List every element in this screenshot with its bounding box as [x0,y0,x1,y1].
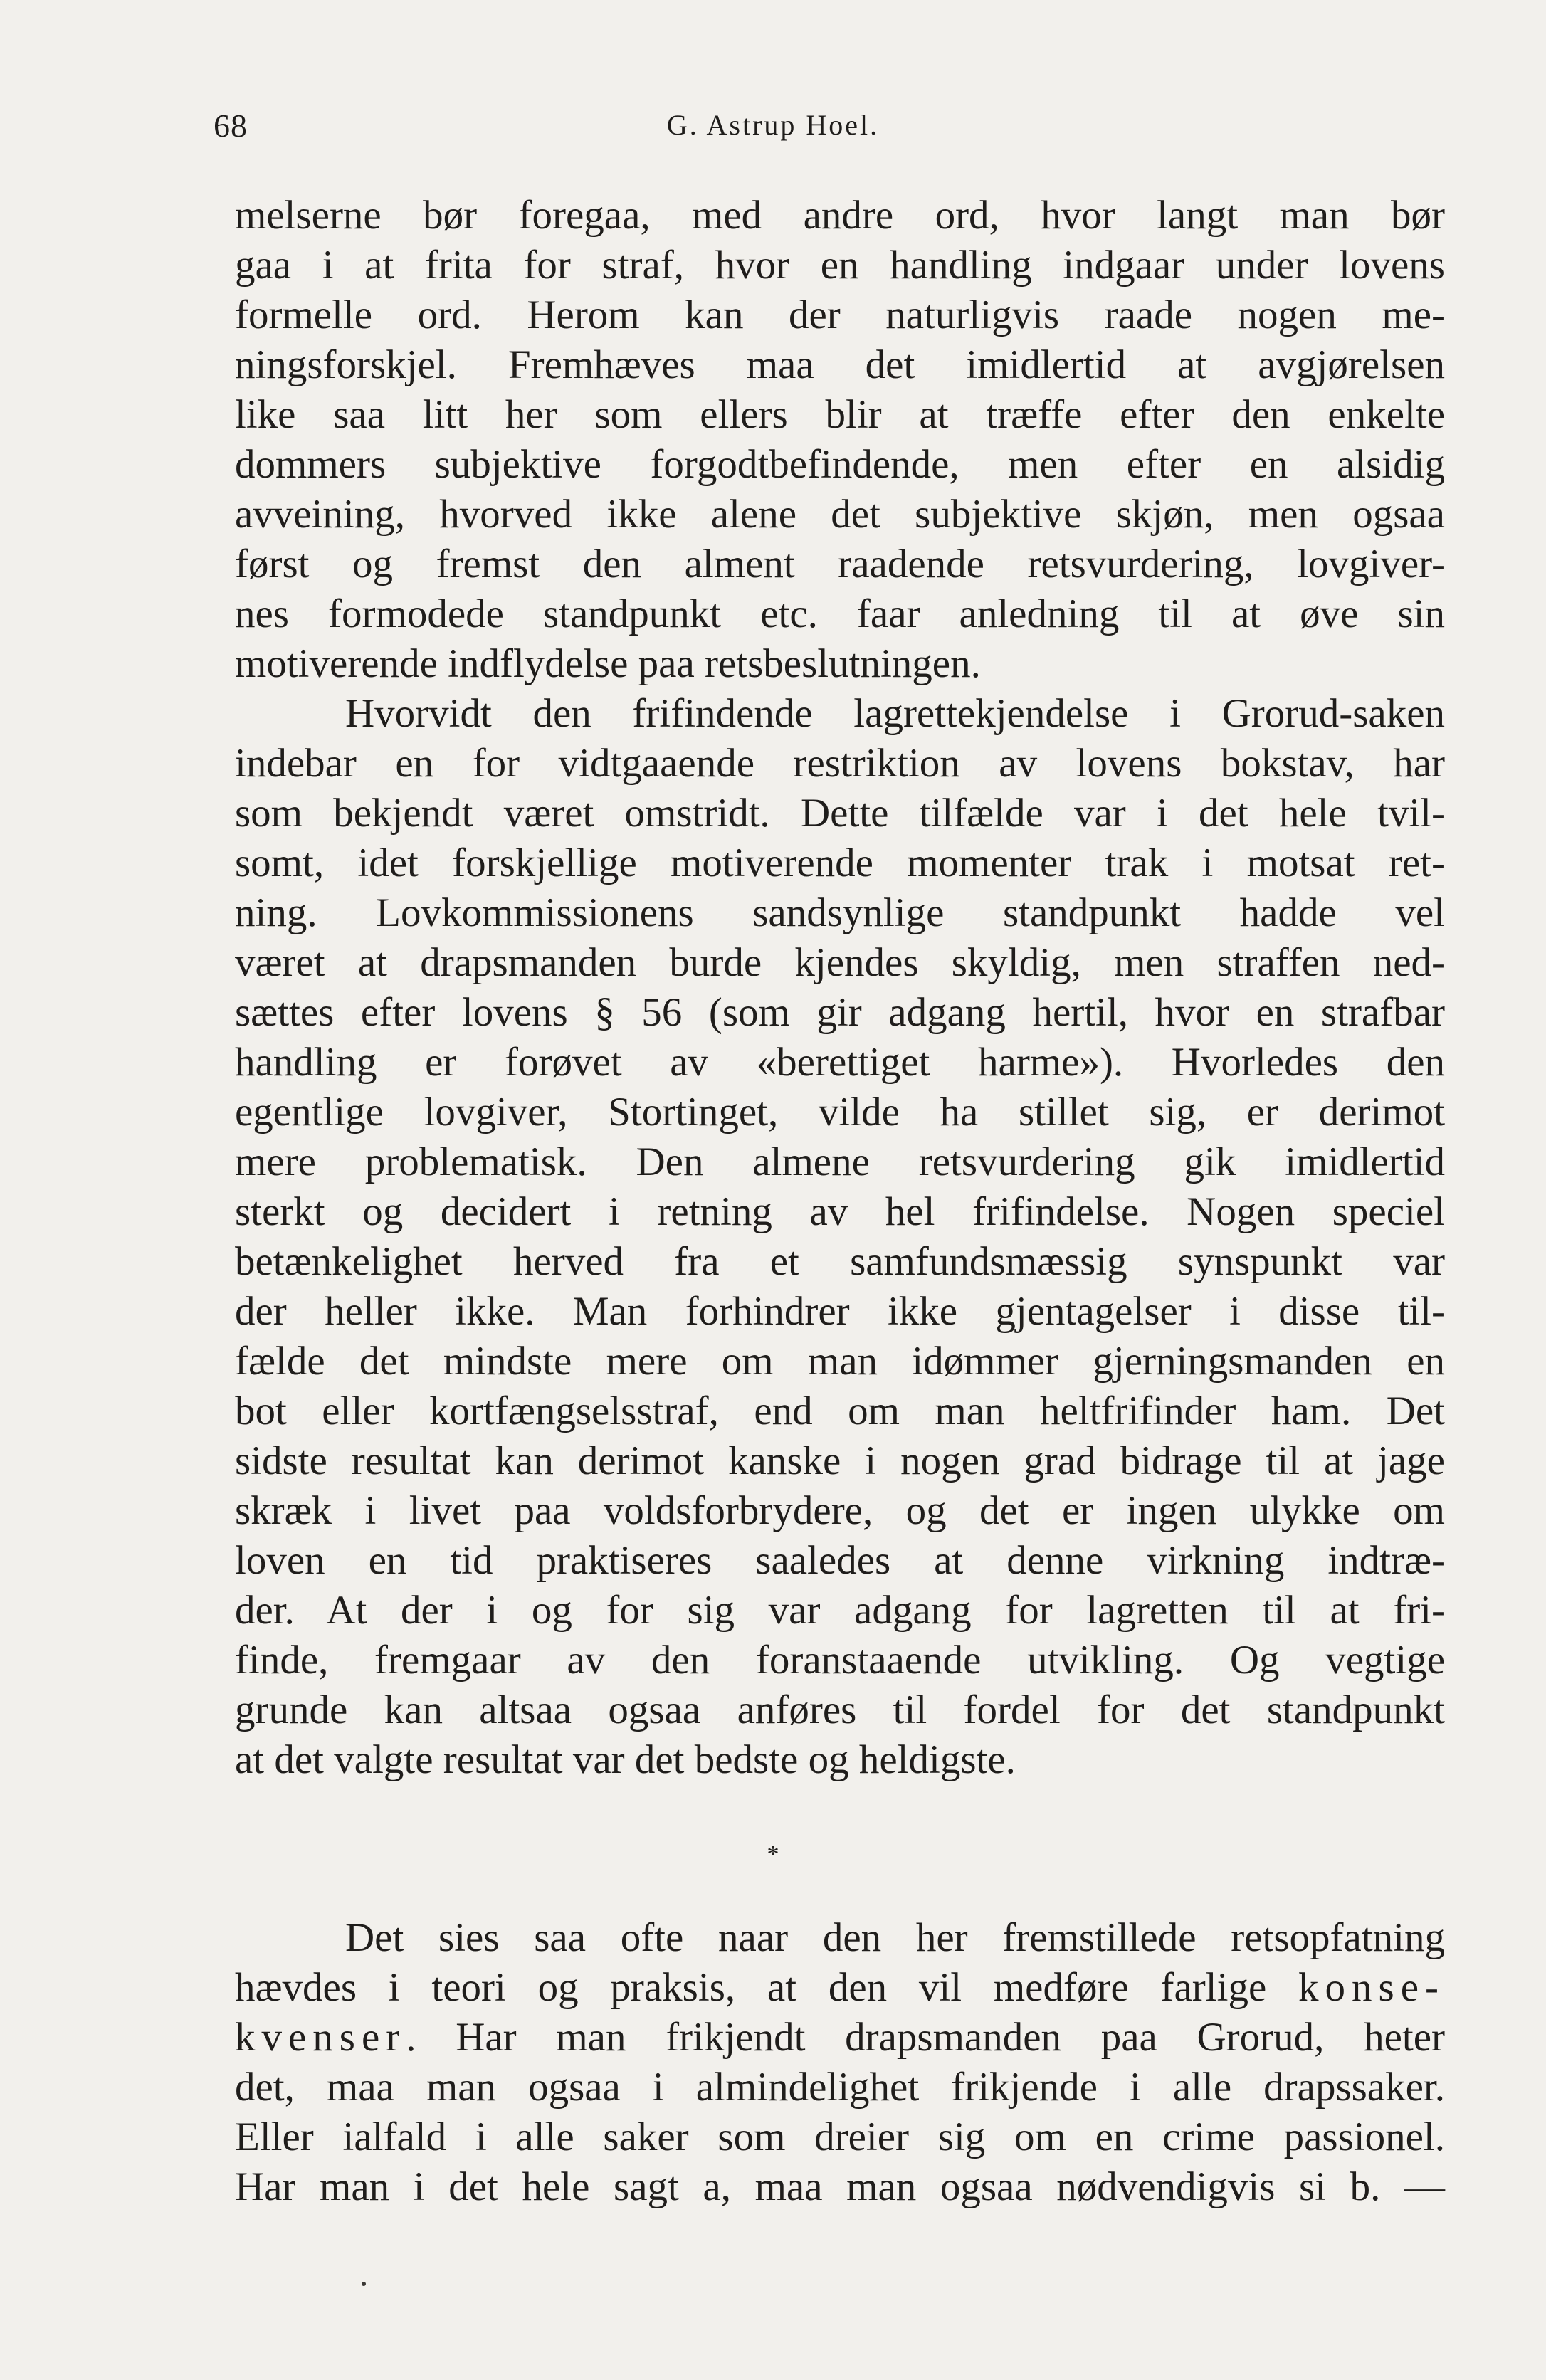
text-line: somt, idet forskjellige motiverende momenter trak i motsat ret- [235,841,1445,885]
text-line: skræk i livet paa voldsforbrydere, og det er ingen ulykke om [235,1488,1445,1533]
text-line: grunde kan altsaa ogsaa anføres til fordel for det standpunkt [235,1687,1445,1732]
text-line: været at drapsmanden burde kjendes skyldig, men straffen ned- [235,940,1445,985]
text-line: Har man i det hele sagt a, maa man ogsaa nødvendigvis si b. — [235,2164,1445,2209]
text-line: handling er forøvet av «berettiget harme»). Hvorledes den [235,1040,1445,1085]
text-line: som bekjendt været omstridt. Dette tilfælde var i det hele tvil- [235,791,1445,836]
text-line: at det valgte resultat var det bedste og heldigste. [235,1737,1016,1782]
text-line: sættes efter lovens § 56 (som gir adgang hertil, hvor en strafbar [235,990,1445,1035]
text-line: avveining, hvorved ikke alene det subjektive skjøn, men ogsaa [235,492,1445,537]
text-line [235,1963,1445,2013]
text-line: loven en tid praktiseres saaledes at denne virkning indtræ- [235,1538,1445,1583]
main-text-continued [235,1913,1445,2212]
text-line: like saa litt her som ellers blir at træffe efter den enkelte [235,392,1445,437]
text-line: betænkelighet herved fra et samfundsmæssig synspunkt var [235,1239,1445,1284]
running-head: G. Astrup Hoel. [666,109,880,141]
text-line [235,2013,1445,2063]
text-line: bot eller kortfængselsstraf, end om man heltfrifinder ham. Det [235,1389,1445,1433]
text-segment: . Har man frikjendt drapsmanden paa Grorud, heter [406,2015,1445,2060]
text-line: fælde det mindste mere om man idømmer gjerningsmanden en [235,1339,1445,1384]
text-line: finde, fremgaar av den foranstaaende utvikling. Og vegtige [235,1638,1445,1683]
text-line: Hvorvidt den frifindende lagrettekjendelse i Grorud-saken [345,691,1445,736]
text-line: det, maa man ogsaa i almindelighet frikjende i alle drapssaker. [235,2065,1445,2110]
text-line: Det sies saa ofte naar den her fremstillede retsopfatning [345,1915,1445,1960]
print-speck [362,2282,366,2286]
text-line: gaa i at frita for straf, hvor en handling indgaar under lovens [235,243,1445,288]
text-line: motiverende indflydelse paa retsbeslutningen. [235,641,981,686]
text-line: formelle ord. Herom kan der naturligvis raade nogen me- [235,293,1445,337]
spaced-emphasis: konse- [1298,1965,1445,2010]
text-segment: hævdes i teori og praksis, at den vil medføre farlige [235,1965,1299,2010]
text-line: nes formodede standpunkt etc. faar anledning til at øve sin [235,591,1445,636]
page-header [0,107,1546,149]
page-number: 68 [214,107,248,144]
text-line: der. At der i og for sig var adgang for lagretten til at fri- [235,1588,1445,1633]
text-line: indebar en for vidtgaaende restriktion av lovens bokstav, har [235,741,1445,786]
text-line: egentlige lovgiver, Stortinget, vilde ha stillet sig, er derimot [235,1090,1445,1134]
spaced-emphasis: kvenser [235,2015,406,2060]
text-line: der heller ikke. Man forhindrer ikke gjentagelser i disse til- [235,1289,1445,1334]
section-break-asterisk: * [767,1841,779,1868]
text-line: ningsforskjel. Fremhæves maa det imidlertid at avgjørelsen [235,342,1445,387]
main-text [235,191,1445,1785]
text-line: dommers subjektive forgodtbefindende, men efter en alsidig [235,442,1445,487]
text-line: sidste resultat kan derimot kanske i nogen grad bidrage til at jage [235,1438,1445,1483]
text-line: melserne bør foregaa, med andre ord, hvor langt man bør [235,193,1445,238]
text-line: mere problematisk. Den almene retsvurdering gik imidlertid [235,1139,1445,1184]
text-line: ning. Lovkommissionens sandsynlige standpunkt hadde vel [235,890,1445,935]
text-line: sterkt og decidert i retning av hel frifindelse. Nogen speciel [235,1189,1445,1234]
text-line: først og fremst den alment raadende retsvurdering, lovgiver- [235,542,1445,586]
text-line: Eller ialfald i alle saker som dreier sig om en crime passionel. [235,2115,1445,2159]
